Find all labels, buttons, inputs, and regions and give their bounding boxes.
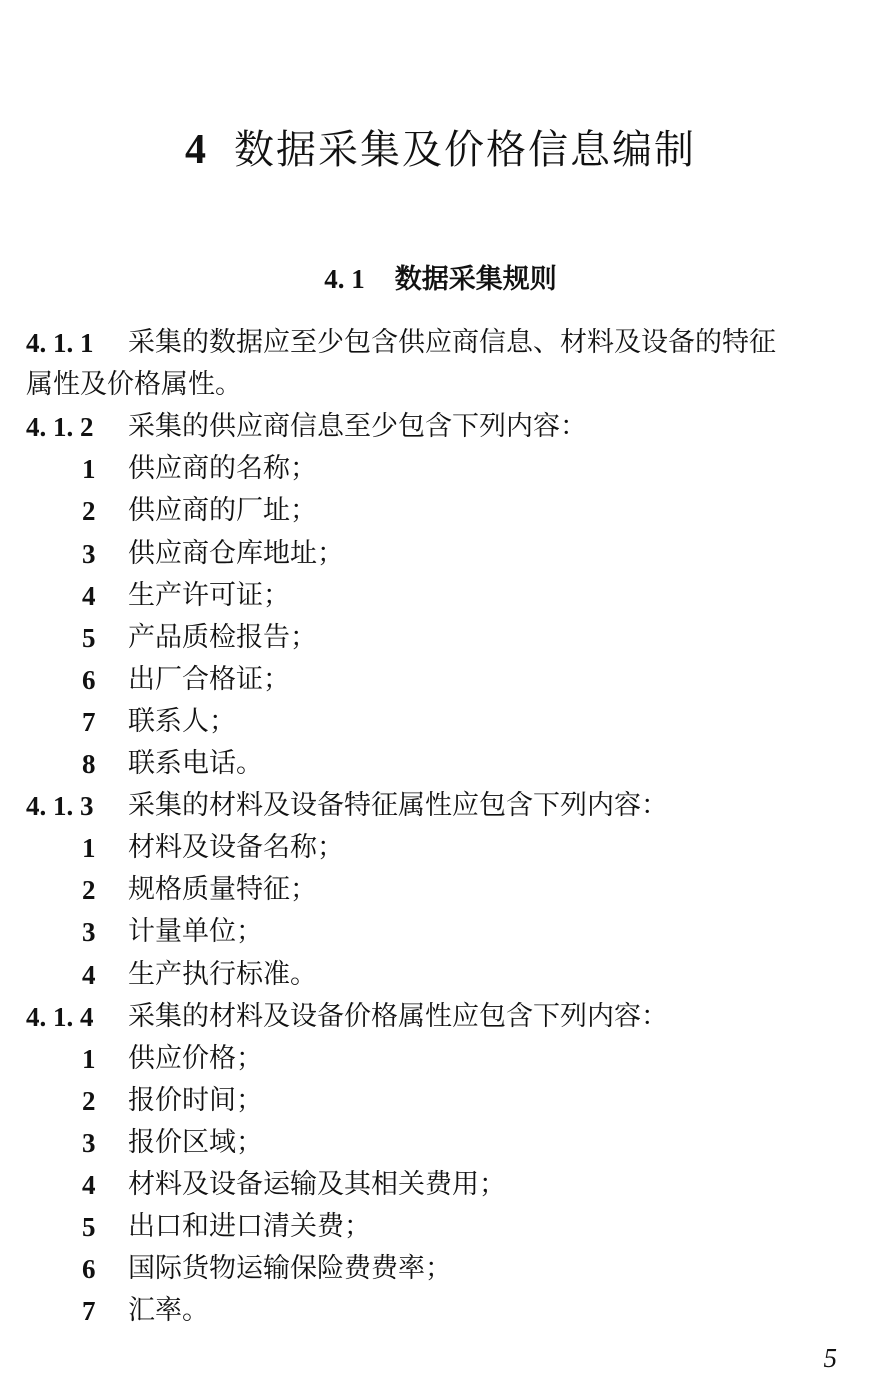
list-item-number: 5 [82,1212,96,1243]
list-item [0,1290,881,1332]
list-item [0,827,881,869]
list-item-number: 8 [82,749,96,779]
list-item [0,1122,881,1164]
list-item [0,743,881,785]
list-item-number: 6 [82,1254,96,1285]
list-item-text: 产品质检报告； [128,621,317,653]
clause-number: 4. 1. 4 [26,1001,94,1032]
clause-text: 采集的数据应至少包含供应商信息、材料及设备的特征 [128,327,776,358]
clause-text: 采集的供应商信息至少包含下列内容： [128,411,587,443]
clause-text: 采集的材料及设备价格属性应包含下列内容： [128,1000,668,1032]
list-item-number: 5 [82,622,96,653]
list-item [0,701,881,743]
list-item [0,659,881,701]
list-item-number: 2 [82,496,96,527]
clause-line [0,406,881,448]
clause-number: 4. 1. 3 [26,791,94,822]
page-number: 5 [823,1343,837,1373]
list-item-text: 出厂合格证； [128,663,290,695]
clause-continuation-text: 属性及价格属性。 [26,369,242,401]
list-item [0,1080,881,1122]
list-item-text: 供应商的厂址； [128,495,317,527]
list-item [0,869,881,911]
list-item [0,1206,881,1248]
list-item-number: 1 [82,1043,96,1074]
list-item-text: 供应商的名称； [128,453,317,485]
section-number: 4. 1 [324,264,365,294]
list-item [0,490,881,532]
list-item-text: 生产执行标准。 [128,958,317,990]
list-item-number: 4 [82,959,96,990]
list-item [0,954,881,996]
list-item-text: 生产许可证； [128,579,290,611]
list-item-number: 1 [82,454,96,485]
list-item [0,1164,881,1206]
list-item [0,533,881,575]
chapter-number: 4 [185,127,208,173]
clause-line [0,322,881,364]
list-item-text: 报价时间； [128,1084,263,1116]
list-item [0,1248,881,1290]
list-item [0,911,881,953]
list-item-number: 6 [82,664,96,695]
list-item-text: 规格质量特征； [128,874,317,906]
chapter-title: 数据采集及价格信息编制 [234,127,696,173]
list-item-number: 4 [82,580,96,611]
list-item-number: 7 [82,706,96,737]
clause-number: 4. 1. 1 [26,328,94,358]
list-item-text: 材料及设备运输及其相关费用； [128,1169,506,1200]
chapter-heading [0,122,881,178]
list-item-text: 联系电话。 [128,748,263,779]
clause-number: 4. 1. 2 [26,412,94,443]
list-item-text: 报价区域； [128,1126,263,1158]
section-title: 数据采集规则 [394,264,557,295]
list-item [0,617,881,659]
list-item-number: 3 [82,917,96,948]
list-item-text: 供应商仓库地址； [128,537,344,569]
list-item-number: 2 [82,1085,96,1116]
clause-continuation-line [0,364,881,406]
list-item [0,1038,881,1080]
section-heading [0,260,881,299]
list-item-text: 出口和进口清关费； [128,1211,371,1243]
list-item-text: 国际货物运输保险费费率； [128,1253,452,1285]
list-item [0,575,881,617]
list-item-number: 4 [82,1170,96,1200]
list-item-number: 1 [82,833,96,864]
list-item-text: 计量单位； [128,916,263,948]
list-item-text: 供应价格； [128,1042,263,1074]
list-item-text: 材料及设备名称； [128,832,344,864]
clause-text: 采集的材料及设备特征属性应包含下列内容： [128,790,668,822]
list-item-number: 2 [82,875,96,906]
list-item-number: 3 [82,1127,96,1158]
list-item-text: 汇率。 [128,1295,209,1327]
list-item-number: 3 [82,538,96,569]
list-item-number: 7 [82,1296,96,1327]
list-item-text: 联系人； [128,705,236,737]
clause-line [0,785,881,827]
clause-line [0,996,881,1038]
list-item [0,448,881,490]
